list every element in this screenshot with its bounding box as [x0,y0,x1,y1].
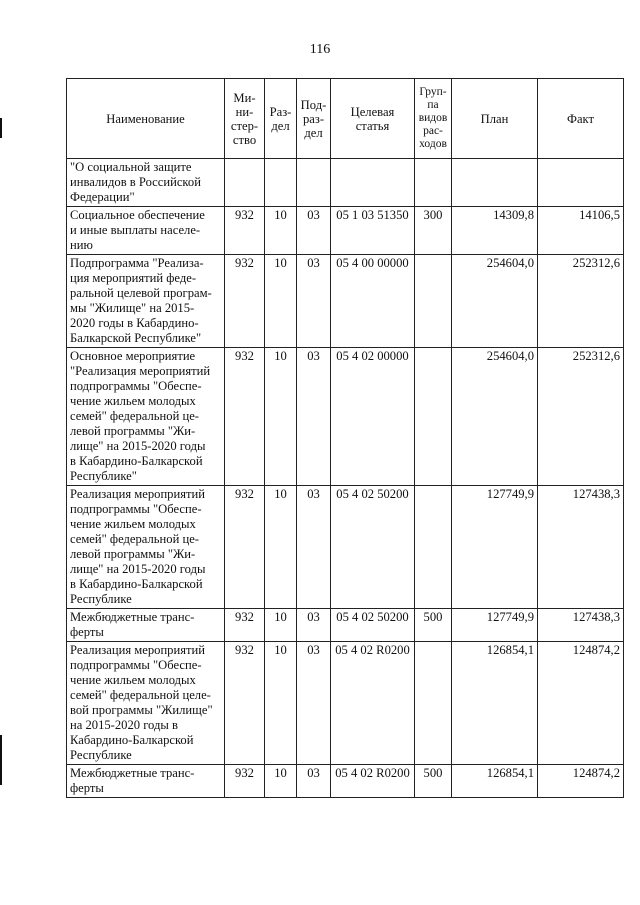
header-name: Наименование [67,79,225,159]
row-plan: 127749,9 [452,609,538,642]
row-plan: 254604,0 [452,255,538,348]
table-row [67,207,624,255]
row-section: 10 [265,207,297,255]
row-target [331,159,415,207]
row-ministry: 932 [225,348,265,486]
row-subsection: 03 [297,642,331,765]
row-name: Межбюджетные транс- ферты [67,609,225,642]
table-row [67,348,624,486]
row-group [415,348,452,486]
row-section: 10 [265,765,297,798]
row-target: 05 1 03 51350 [331,207,415,255]
row-ministry: 932 [225,207,265,255]
header-fact: Факт [538,79,624,159]
table-header-row [67,79,624,159]
row-fact: 124874,2 [538,765,624,798]
header-section: Раз- дел [265,79,297,159]
row-group [415,486,452,609]
page-number: 116 [309,42,331,57]
row-fact: 14106,5 [538,207,624,255]
row-group: 500 [415,609,452,642]
row-ministry: 932 [225,642,265,765]
budget-table [66,78,624,798]
row-section: 10 [265,642,297,765]
row-ministry [225,159,265,207]
header-subsection: Под- раз- дел [297,79,331,159]
row-target: 05 4 00 00000 [331,255,415,348]
row-fact: 252312,6 [538,348,624,486]
row-fact: 252312,6 [538,255,624,348]
row-section [265,159,297,207]
row-name: Социальное обеспечение и иные выплаты населе- нию [67,207,225,255]
table-row [67,486,624,609]
header-ministry: Ми- ни- стер- ство [225,79,265,159]
row-name: Подпрограмма "Реализа- ция мероприятий феде- ральной целевой програм- мы "Жилище" на 2015- 2020 годы в Кабардино- Балкарской Республике" [67,255,225,348]
row-plan [452,159,538,207]
row-fact: 124874,2 [538,642,624,765]
row-plan: 126854,1 [452,765,538,798]
row-subsection: 03 [297,765,331,798]
row-section: 10 [265,348,297,486]
row-target: 05 4 02 50200 [331,486,415,609]
row-group [415,255,452,348]
header-group: Груп- па видов рас- ходов [415,79,452,159]
row-plan: 254604,0 [452,348,538,486]
row-name: Основное мероприятие "Реализация мероприятий подпрограммы "Обеспе- чение жильем молодых семей" федеральной це- левой программы "Жи- лище" на 2015-2020 годы в Кабардино-Балкарской Республике" [67,348,225,486]
row-group [415,159,452,207]
row-group [415,642,452,765]
scan-mark-top [0,118,2,138]
row-plan: 126854,1 [452,642,538,765]
row-ministry: 932 [225,765,265,798]
scan-mark-bottom [0,735,2,785]
row-subsection: 03 [297,348,331,486]
row-plan: 14309,8 [452,207,538,255]
row-name: Реализация мероприятий подпрограммы "Обеспе- чение жильем молодых семей" федеральной целе- вой программы "Жилище" на 2015-2020 годы в Кабардино-Балкарской Республике [67,642,225,765]
row-target: 05 4 02 50200 [331,609,415,642]
row-name: Реализация мероприятий подпрограммы "Обеспе- чение жильем молодых семей" федеральной це- левой программы "Жи- лище" на 2015-2020 годы в Кабардино-Балкарской Республике [67,486,225,609]
row-subsection [297,159,331,207]
row-section: 10 [265,486,297,609]
header-target: Целевая статья [331,79,415,159]
row-ministry: 932 [225,255,265,348]
row-section: 10 [265,609,297,642]
row-subsection: 03 [297,609,331,642]
row-fact: 127438,3 [538,486,624,609]
row-target: 05 4 02 R0200 [331,642,415,765]
row-fact [538,159,624,207]
table-row [67,765,624,798]
row-subsection: 03 [297,207,331,255]
table-row [67,255,624,348]
row-name: Межбюджетные транс- ферты [67,765,225,798]
table-row [67,609,624,642]
row-ministry: 932 [225,609,265,642]
table-row [67,159,624,207]
row-section: 10 [265,255,297,348]
row-subsection: 03 [297,486,331,609]
row-subsection: 03 [297,255,331,348]
row-ministry: 932 [225,486,265,609]
table-row [67,642,624,765]
header-plan: План [452,79,538,159]
row-fact: 127438,3 [538,609,624,642]
row-plan: 127749,9 [452,486,538,609]
row-group: 300 [415,207,452,255]
row-name: "О социальной защите инвалидов в Российской Федерации" [67,159,225,207]
row-target: 05 4 02 R0200 [331,765,415,798]
row-group: 500 [415,765,452,798]
row-target: 05 4 02 00000 [331,348,415,486]
